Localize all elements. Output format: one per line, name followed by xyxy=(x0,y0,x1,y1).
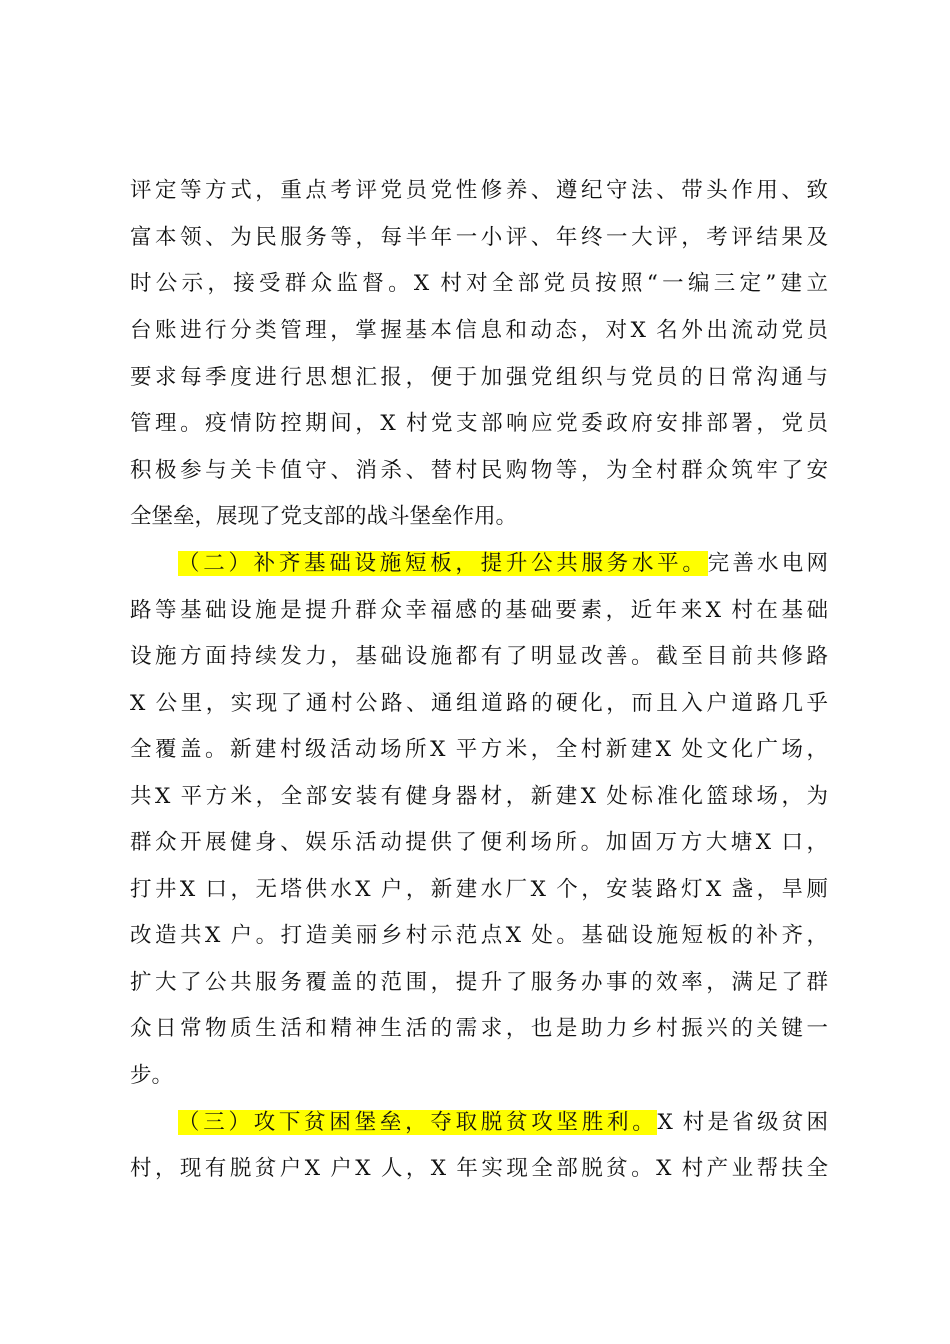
text-line: 时公示，接受群众监督。X 村对全部党员按照“一编三定”建立 xyxy=(130,271,828,296)
text-line: 步。 xyxy=(130,1063,174,1088)
text-line: X 公里，实现了通村公路、通组道路的硬化，而且入户道路几乎 xyxy=(130,691,828,716)
highlighted-heading: （三）攻下贫困堡垒，夺取脱贫攻坚胜利。 xyxy=(178,1110,658,1135)
section-heading-line xyxy=(178,1107,828,1139)
text-line: 村，现有脱贫户X 户X 人，X 年实现全部脱贫。X 村产业帮扶全 xyxy=(130,1156,828,1181)
text-line: 积极参与关卡值守、消杀、替村民购物等，为全村群众筑牢了安 xyxy=(130,458,828,483)
text-line: 改造共X 户。打造美丽乡村示范点X 处。基础设施短板的补齐， xyxy=(130,923,828,948)
text-line: 打井X 口，无塔供水X 户，新建水厂X 个，安装路灯X 盏，旱厕 xyxy=(130,877,828,902)
text-line: 群众开展健身、娱乐活动提供了便利场所。加固万方大塘X 口， xyxy=(130,830,828,855)
text-line: 台账进行分类管理，掌握基本信息和动态，对X 名外出流动党员 xyxy=(130,318,828,343)
highlighted-heading: （二）补齐基础设施短板，提升公共服务水平。 xyxy=(178,551,708,576)
text-line: 众日常物质生活和精神生活的需求，也是助力乡村振兴的关键一 xyxy=(130,1016,828,1041)
text-run: X 村是省级贫困 xyxy=(657,1110,828,1135)
text-line: 全覆盖。新建村级活动场所X 平方米，全村新建X 处文化广场， xyxy=(130,737,828,762)
text-line: 路等基础设施是提升群众幸福感的基础要素，近年来X 村在基础 xyxy=(130,598,828,623)
text-line: 富本领、为民服务等，每半年一小评、年终一大评，考评结果及 xyxy=(130,225,828,250)
text-line: 评定等方式，重点考评党员党性修养、遵纪守法、带头作用、致 xyxy=(130,178,828,203)
text-run: 完善水电网 xyxy=(707,551,828,576)
text-line: 要求每季度进行思想汇报，便于加强党组织与党员的日常沟通与 xyxy=(130,365,828,390)
text-line: 设施方面持续发力，基础设施都有了明显改善。截至目前共修路 xyxy=(130,644,828,669)
text-line: 管理。疫情防控期间，X 村党支部响应党委政府安排部署，党员 xyxy=(130,411,828,436)
text-line: 全堡垒，展现了党支部的战斗堡垒作用。 xyxy=(130,504,518,529)
text-line: 共X 平方米，全部安装有健身器材，新建X 处标准化篮球场，为 xyxy=(130,784,828,809)
text-line: 扩大了公共服务覆盖的范围，提升了服务办事的效率，满足了群 xyxy=(130,970,828,995)
section-heading-line xyxy=(178,548,828,580)
